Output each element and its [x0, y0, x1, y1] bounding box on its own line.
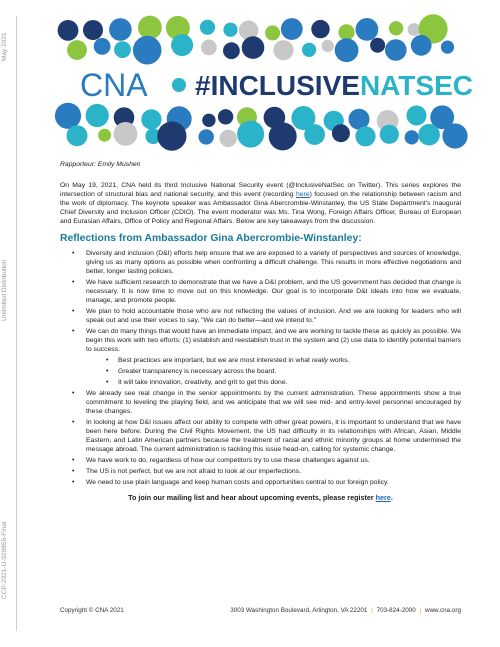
decor-dot — [171, 34, 193, 56]
website-link[interactable]: www.cna.org — [424, 607, 461, 614]
decor-dot — [133, 36, 162, 65]
decor-dot — [67, 125, 88, 146]
intro-text-1: On May 19, 2021, CNA held its third Inclusive National Security event (@InclusiveNatSec on Twitter). This series explores the intersection of structural bias and national security, and this event (recording — [60, 182, 461, 198]
decor-dot — [109, 18, 132, 41]
intro-paragraph — [60, 181, 461, 226]
decor-dot — [83, 20, 103, 40]
decor-dot — [55, 103, 81, 129]
list-item-text: We can do many things that would have an immediate impact, and we are working to tackle these as quickly as possible. We begin this work with two efforts: (1) establish and reestablish trust in the system and (2) use data to identify potential barriers to success. — [86, 328, 461, 353]
header-banner — [60, 22, 473, 144]
list-item: • In looking at how D&I issues affect our ability to compete with other great powers, it is important to understand that we have been here before. During the Civil Rights Movement, the US had difficulty in its relationships with African, Asian, Middle Eastern, and Latin American partners because the treatment of racial and ethnic minority groups at home undermined the message abroad. The current administration is tackling this issue head-on, calling for systemic change. — [60, 418, 461, 454]
decor-dot — [304, 124, 325, 145]
decor-dot — [201, 40, 217, 56]
contact-info — [230, 607, 461, 614]
list-item: • We already see real change in the senior appointments by the current administration. These appointments show a true commitment to leveling the playing field, and we anticipate that we will see mid- and entry-level personnel encouraged by these changes. — [60, 389, 461, 416]
copyright: Copyright © CNA 2021 — [60, 607, 124, 614]
list-item: • We have sufficient research to demonstrate that we have a D&I problem, and the US government has decided that change is necessary. It is now time to move out on this knowledge. Our goal is to incorporate D&I ideals into how we evaluate, manage, and promote people. — [60, 278, 461, 305]
decor-dot — [202, 114, 215, 127]
list-item: • The US is not perfect, but we are not afraid to look at our imperfections. — [60, 467, 461, 476]
decor-dot — [223, 23, 237, 37]
decor-dot — [237, 121, 264, 148]
decor-dot — [380, 125, 399, 144]
sub-item-text: Best practices are important, but we are most interested in what — [118, 357, 312, 364]
banner-graphic — [60, 22, 473, 144]
rapporteur-line: Rapporteur: Emily Mushen — [60, 161, 141, 168]
intro-text-2: ) focused on the relationship between racism and the work of diplomacy. The keynote speaker was Ambassador Gina Abercrombie-Winstanley, the US State Department's inaugural Chief Diversity and Inclusion Officer (CDIO). The event moderator was Ms. Tina Wong, Foreign Affairs Officer, Bureau of European and Eurasian Affairs, Office of Policy and Regional Affairs. Below are key takeaways from the discussion. — [60, 191, 462, 225]
sub-list-item — [86, 356, 461, 365]
register-link[interactable]: here — [375, 493, 391, 502]
logo-dot-icon — [172, 78, 186, 92]
decor-dot — [335, 38, 359, 62]
sidebar-distribution: Unlimited Distribution — [1, 259, 8, 321]
sub-list-item: • Greater transparency is necessary across the board. — [86, 367, 461, 376]
list-item: • We need to use plain language and keep human costs and opportunities central to our foreign policy. — [60, 478, 461, 487]
sidebar-date: May 2021 — [1, 32, 8, 62]
decor-dot — [311, 20, 329, 38]
decor-dot — [405, 130, 419, 144]
decor-dot — [302, 43, 316, 57]
decor-dot — [418, 124, 440, 146]
decor-dot — [200, 20, 215, 35]
phone: 703-824-2000 — [376, 607, 416, 614]
decor-dot — [389, 21, 403, 35]
hashtag-prefix: #INCLUSIVE — [195, 70, 360, 101]
section-heading: Reflections from Ambassador Gina Abercrombie-Winstanley: — [60, 233, 362, 244]
main-content — [60, 160, 461, 502]
emphasis-really: really — [311, 357, 329, 364]
decor-dot — [114, 41, 131, 58]
hashtag-suffix: NATSEC — [359, 70, 473, 101]
separator: | — [371, 607, 373, 614]
sub-item-text: works. — [328, 357, 350, 364]
decor-dot — [370, 38, 385, 53]
decor-dot — [220, 130, 237, 147]
decor-dot — [141, 109, 161, 129]
decor-dot — [67, 40, 87, 60]
list-item — [60, 327, 461, 387]
decor-dot — [218, 109, 233, 124]
decor-dot — [273, 40, 293, 60]
list-item: • We have work to do, regardless of how our competitors try to use these challenges against us. — [60, 456, 461, 465]
hashtag-title — [195, 70, 473, 101]
decor-dot — [355, 126, 375, 146]
sub-list-item: • It will take innovation, creativity, and grit to get this done. — [86, 378, 461, 387]
decor-dot — [356, 18, 379, 41]
decor-dot — [199, 129, 214, 144]
decor-dot — [338, 24, 354, 40]
list-item: • Diversity and inclusion (D&I) efforts help ensure that we are exposed to a variety of perspectives and sources of knowledge, giving us as many options as possible when confronting a difficult challenge. This results in more effective negotiations and better, longer lasting policies. — [60, 249, 461, 276]
decor-dot — [441, 41, 454, 54]
decor-dot — [223, 42, 240, 59]
cta-period: . — [390, 493, 393, 502]
cta-text: To join our mailing list and hear about upcoming events, please register — [128, 493, 376, 502]
sidebar-doc-id: CCP-2021-U-029855-Final — [1, 521, 8, 599]
decor-dot — [98, 129, 111, 142]
decor-dot — [265, 25, 280, 40]
decor-dot — [86, 104, 109, 127]
decor-dot — [281, 18, 303, 40]
cna-logo: CNA — [80, 67, 148, 103]
separator: | — [419, 607, 422, 614]
decor-dot — [157, 122, 186, 151]
decor-dot — [411, 35, 432, 56]
decor-dot — [58, 20, 79, 41]
recording-link[interactable]: here — [295, 191, 310, 198]
decor-dot — [94, 38, 111, 55]
address: 3003 Washington Boulevard, Arlington, VA 22201 — [230, 607, 368, 614]
decor-dot — [242, 36, 265, 59]
margin-rule — [16, 16, 17, 631]
decor-dot — [407, 106, 427, 126]
decor-dot — [332, 124, 350, 142]
decor-dot — [385, 39, 407, 61]
sub-list — [86, 356, 461, 387]
takeaways-list — [60, 249, 461, 487]
decor-dot — [269, 122, 297, 150]
decor-dot — [138, 16, 162, 40]
decor-dot — [408, 23, 421, 36]
mailing-list-cta — [60, 493, 461, 502]
decor-dot — [114, 122, 138, 146]
decor-dot — [322, 40, 334, 52]
decor-dot — [442, 123, 467, 148]
list-item: • We plan to hold accountable those who are not reflecting the values of inclusion. And we are looking for leaders who will speak out and use their voices to say, "We can do better—and we intend to." — [60, 307, 461, 325]
